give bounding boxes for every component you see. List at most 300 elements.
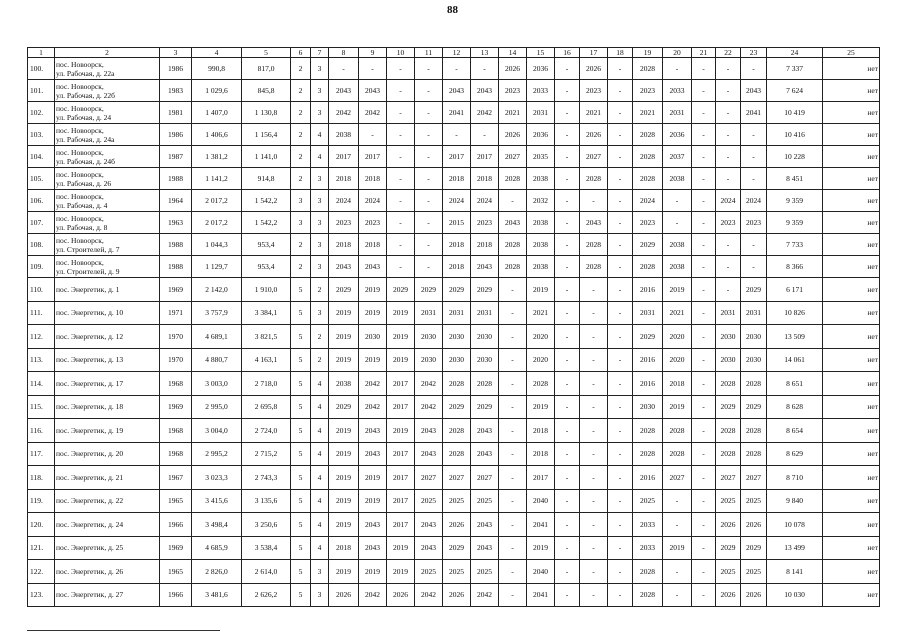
data-cell: 2043 xyxy=(359,442,387,466)
data-cell: - xyxy=(608,489,633,513)
data-cell: 2031 xyxy=(663,102,692,124)
data-cell: - xyxy=(692,301,716,325)
table-row xyxy=(28,489,880,513)
data-cell: - xyxy=(580,190,608,212)
address-cell xyxy=(55,372,160,396)
data-cell: 1986 xyxy=(160,124,192,146)
data-cell: 2038 xyxy=(329,372,359,396)
data-cell: 1969 xyxy=(160,278,192,302)
data-cell: 3 538,4 xyxy=(242,536,291,560)
data-cell: - xyxy=(716,234,741,256)
data-cell: 2041 xyxy=(527,513,555,537)
data-cell: 2029 xyxy=(741,536,767,560)
data-cell: 1968 xyxy=(160,419,192,443)
data-cell: нет xyxy=(823,466,880,490)
column-number: 20 xyxy=(663,48,692,58)
data-cell: - xyxy=(499,466,527,490)
data-cell: - xyxy=(471,124,499,146)
data-cell: 2019 xyxy=(329,489,359,513)
data-cell: 8 141 xyxy=(767,560,823,584)
data-cell: 2038 xyxy=(329,124,359,146)
data-cell: 2030 xyxy=(633,395,663,419)
data-cell: - xyxy=(499,301,527,325)
data-cell: 2020 xyxy=(663,348,692,372)
data-cell: - xyxy=(387,168,415,190)
address-cell xyxy=(55,124,160,146)
data-cell: - xyxy=(692,80,716,102)
data-cell: нет xyxy=(823,560,880,584)
data-cell: 2043 xyxy=(415,419,443,443)
data-cell: 2043 xyxy=(359,256,387,278)
data-cell: 2018 xyxy=(527,442,555,466)
address-line: пос. Новоорск, xyxy=(56,213,104,223)
address-cell xyxy=(55,212,160,234)
row-number: 116. xyxy=(28,419,55,443)
data-cell: 2 017,2 xyxy=(192,190,242,212)
address-cell xyxy=(55,168,160,190)
data-cell: - xyxy=(608,348,633,372)
address-line: пос. Новоорск, xyxy=(56,257,104,267)
data-cell: 2026 xyxy=(741,513,767,537)
data-cell: - xyxy=(608,58,633,80)
column-number: 14 xyxy=(499,48,527,58)
data-cell: 2017 xyxy=(387,513,415,537)
data-cell: - xyxy=(580,560,608,584)
data-cell: 2038 xyxy=(527,256,555,278)
data-cell: 2019 xyxy=(387,301,415,325)
data-cell: - xyxy=(415,124,443,146)
data-cell: 2025 xyxy=(443,560,471,584)
column-number: 12 xyxy=(443,48,471,58)
data-cell: 2030 xyxy=(741,348,767,372)
address-line: пос. Энергетик, д. 24 xyxy=(56,519,124,529)
data-cell: - xyxy=(499,348,527,372)
data-cell: - xyxy=(387,212,415,234)
data-cell: 2 xyxy=(291,102,311,124)
data-cell: - xyxy=(716,256,741,278)
data-cell: - xyxy=(555,102,580,124)
address-cell xyxy=(55,560,160,584)
data-cell: - xyxy=(555,58,580,80)
data-cell: 1967 xyxy=(160,466,192,490)
data-cell: 3 250,6 xyxy=(242,513,291,537)
data-cell: 2018 xyxy=(471,168,499,190)
data-cell: - xyxy=(555,536,580,560)
data-cell: 2037 xyxy=(663,146,692,168)
data-cell: 3 xyxy=(311,560,329,584)
data-cell: - xyxy=(692,58,716,80)
data-cell: 2023 xyxy=(329,212,359,234)
data-cell: 2 142,0 xyxy=(192,278,242,302)
data-cell: 2043 xyxy=(415,536,443,560)
data-cell: 2043 xyxy=(471,419,499,443)
data-cell: 2026 xyxy=(329,583,359,607)
data-cell: - xyxy=(443,58,471,80)
data-cell: - xyxy=(580,301,608,325)
data-cell: 2028 xyxy=(633,560,663,584)
data-cell: 2019 xyxy=(329,466,359,490)
data-cell: - xyxy=(580,372,608,396)
data-cell: - xyxy=(555,348,580,372)
data-cell: 2029 xyxy=(471,278,499,302)
address-cell xyxy=(55,102,160,124)
data-cell: 2028 xyxy=(527,372,555,396)
data-cell: - xyxy=(608,419,633,443)
table-row xyxy=(28,536,880,560)
data-cell: 2021 xyxy=(527,301,555,325)
data-cell: 2017 xyxy=(387,395,415,419)
data-cell: 3 xyxy=(291,190,311,212)
data-cell: 2029 xyxy=(471,395,499,419)
data-cell: - xyxy=(716,278,741,302)
table-row xyxy=(28,513,880,537)
data-cell: - xyxy=(741,58,767,80)
data-cell: 2019 xyxy=(663,278,692,302)
data-cell: - xyxy=(499,442,527,466)
data-cell: 5 xyxy=(291,513,311,537)
data-cell: - xyxy=(499,278,527,302)
address-line: пос. Энергетик, д. 13 xyxy=(56,355,124,365)
data-cell: 2028 xyxy=(663,419,692,443)
data-cell: нет xyxy=(823,395,880,419)
data-cell: - xyxy=(663,583,692,607)
data-cell: 2028 xyxy=(499,234,527,256)
data-cell: 2019 xyxy=(359,489,387,513)
data-cell: нет xyxy=(823,168,880,190)
data-cell: 2018 xyxy=(359,234,387,256)
data-cell: 2017 xyxy=(329,146,359,168)
footnote-separator xyxy=(27,630,220,631)
data-cell: 2018 xyxy=(359,168,387,190)
data-cell: 2028 xyxy=(443,419,471,443)
data-cell: - xyxy=(415,146,443,168)
table-row xyxy=(28,102,880,124)
data-cell: 2042 xyxy=(471,102,499,124)
data-cell: 1981 xyxy=(160,102,192,124)
data-cell: - xyxy=(415,234,443,256)
data-cell: 4 880,7 xyxy=(192,348,242,372)
data-cell: 1968 xyxy=(160,442,192,466)
table-row xyxy=(28,58,880,80)
data-cell: - xyxy=(741,256,767,278)
data-cell: 2028 xyxy=(633,583,663,607)
data-cell: 2031 xyxy=(415,301,443,325)
data-cell: нет xyxy=(823,256,880,278)
data-cell: - xyxy=(608,395,633,419)
data-cell: 3 xyxy=(311,80,329,102)
data-cell: 2019 xyxy=(329,301,359,325)
data-cell: 2031 xyxy=(471,301,499,325)
data-cell: 2030 xyxy=(415,348,443,372)
data-cell: - xyxy=(692,560,716,584)
data-cell: - xyxy=(663,212,692,234)
data-cell: - xyxy=(555,442,580,466)
data-cell: 2029 xyxy=(443,395,471,419)
table-row xyxy=(28,146,880,168)
table-row xyxy=(28,583,880,607)
data-cell: 9 359 xyxy=(767,190,823,212)
table-row xyxy=(28,212,880,234)
data-cell: 2 xyxy=(291,58,311,80)
data-cell: 2024 xyxy=(741,190,767,212)
data-cell: 2030 xyxy=(443,348,471,372)
data-cell: - xyxy=(555,146,580,168)
data-cell: - xyxy=(555,325,580,349)
data-cell: - xyxy=(608,168,633,190)
data-cell: 2025 xyxy=(716,489,741,513)
data-cell: 5 xyxy=(291,395,311,419)
data-cell: 1966 xyxy=(160,513,192,537)
data-cell: 2016 xyxy=(633,348,663,372)
data-cell: 6 171 xyxy=(767,278,823,302)
data-cell: 2017 xyxy=(387,372,415,396)
data-cell: 2021 xyxy=(663,301,692,325)
page-number: 88 xyxy=(447,4,458,16)
data-cell: - xyxy=(692,536,716,560)
data-cell: 2043 xyxy=(471,513,499,537)
table-row xyxy=(28,442,880,466)
data-cell: нет xyxy=(823,146,880,168)
data-cell: 2025 xyxy=(415,489,443,513)
data-cell: 2033 xyxy=(663,80,692,102)
data-cell: 8 654 xyxy=(767,419,823,443)
data-cell: 1 044,3 xyxy=(192,234,242,256)
data-cell: - xyxy=(555,80,580,102)
data-cell: 10 228 xyxy=(767,146,823,168)
data-cell: 914,8 xyxy=(242,168,291,190)
table-row xyxy=(28,124,880,146)
data-cell: 2030 xyxy=(415,325,443,349)
data-cell: - xyxy=(608,372,633,396)
data-cell: - xyxy=(555,419,580,443)
data-cell: 2043 xyxy=(471,442,499,466)
data-cell: 2017 xyxy=(443,146,471,168)
data-cell: 2043 xyxy=(329,256,359,278)
data-cell: 953,4 xyxy=(242,256,291,278)
data-cell: 2 xyxy=(291,146,311,168)
address-line: ул. Рабочая, д. 4 xyxy=(56,200,108,210)
data-cell: 817,0 xyxy=(242,58,291,80)
data-cell: 13 499 xyxy=(767,536,823,560)
data-cell: нет xyxy=(823,513,880,537)
data-cell: 2019 xyxy=(359,348,387,372)
data-cell: 2018 xyxy=(527,419,555,443)
row-number: 122. xyxy=(28,560,55,584)
data-cell: 2031 xyxy=(443,301,471,325)
data-cell: - xyxy=(580,536,608,560)
column-number: 5 xyxy=(242,48,291,58)
data-cell: 2 xyxy=(291,124,311,146)
data-cell: 2 xyxy=(291,256,311,278)
data-cell: 2028 xyxy=(633,146,663,168)
row-number: 107. xyxy=(28,212,55,234)
data-cell: 8 366 xyxy=(767,256,823,278)
address-cell xyxy=(55,58,160,80)
table-row xyxy=(28,325,880,349)
data-cell: 2 xyxy=(311,278,329,302)
data-cell: 2028 xyxy=(499,256,527,278)
data-cell: - xyxy=(692,146,716,168)
data-cell: 2038 xyxy=(527,168,555,190)
data-cell: - xyxy=(692,372,716,396)
address-line: ул. Рабочая, д. 22б xyxy=(56,90,115,100)
data-cell: 2031 xyxy=(527,102,555,124)
data-cell: - xyxy=(555,278,580,302)
data-cell: 2019 xyxy=(359,301,387,325)
data-cell: - xyxy=(716,80,741,102)
data-cell: нет xyxy=(823,80,880,102)
data-cell: нет xyxy=(823,442,880,466)
address-cell xyxy=(55,301,160,325)
data-cell: 1968 xyxy=(160,372,192,396)
address-line: ул. Рабочая, д. 8 xyxy=(56,222,108,232)
data-cell: - xyxy=(555,190,580,212)
data-cell: 5 xyxy=(291,372,311,396)
data-cell: 2019 xyxy=(527,278,555,302)
row-number: 114. xyxy=(28,372,55,396)
data-cell: 4 xyxy=(311,536,329,560)
column-number: 9 xyxy=(359,48,387,58)
data-cell: 4 xyxy=(311,419,329,443)
data-cell: 2019 xyxy=(329,325,359,349)
data-cell: - xyxy=(443,124,471,146)
data-cell: 2043 xyxy=(359,536,387,560)
address-cell xyxy=(55,256,160,278)
address-line: пос. Энергетик, д. 19 xyxy=(56,425,124,435)
data-cell: 2017 xyxy=(359,146,387,168)
data-cell: 2038 xyxy=(663,256,692,278)
table-row xyxy=(28,466,880,490)
address-cell xyxy=(55,80,160,102)
data-cell: 2030 xyxy=(359,325,387,349)
data-cell: 2040 xyxy=(527,560,555,584)
data-cell: - xyxy=(608,102,633,124)
data-cell: нет xyxy=(823,102,880,124)
column-number: 2 xyxy=(55,48,160,58)
data-cell: 1 542,2 xyxy=(242,212,291,234)
data-cell: 1988 xyxy=(160,234,192,256)
data-cell: - xyxy=(415,190,443,212)
data-cell: - xyxy=(608,466,633,490)
data-cell: 5 xyxy=(291,536,311,560)
data-cell: 2027 xyxy=(716,466,741,490)
data-cell: 2 724,0 xyxy=(242,419,291,443)
data-cell: 2020 xyxy=(527,348,555,372)
data-cell: - xyxy=(555,256,580,278)
address-line: ул. Рабочая, д. 24а xyxy=(56,134,115,144)
data-cell: 2028 xyxy=(663,442,692,466)
data-cell: 2031 xyxy=(716,301,741,325)
table-row xyxy=(28,168,880,190)
data-cell: 2 626,2 xyxy=(242,583,291,607)
data-cell: - xyxy=(555,212,580,234)
table-row xyxy=(28,190,880,212)
data-cell: 1988 xyxy=(160,256,192,278)
data-cell: 8 628 xyxy=(767,395,823,419)
data-cell: 2019 xyxy=(329,419,359,443)
address-line: пос. Новоорск, xyxy=(56,235,104,245)
data-cell: 2025 xyxy=(716,560,741,584)
data-cell: 2043 xyxy=(471,536,499,560)
address-line: пос. Энергетик, д. 17 xyxy=(56,378,124,388)
data-cell: - xyxy=(387,256,415,278)
data-cell: - xyxy=(555,560,580,584)
table-row xyxy=(28,419,880,443)
data-cell: 5 xyxy=(291,560,311,584)
data-cell: 2016 xyxy=(633,466,663,490)
data-cell: 2043 xyxy=(443,80,471,102)
data-cell: 2017 xyxy=(387,442,415,466)
data-cell: - xyxy=(359,124,387,146)
data-cell: 2016 xyxy=(633,278,663,302)
data-cell: 2024 xyxy=(359,190,387,212)
column-number: 23 xyxy=(741,48,767,58)
data-cell: 1 129,7 xyxy=(192,256,242,278)
data-cell: - xyxy=(692,348,716,372)
data-cell: - xyxy=(387,80,415,102)
data-cell: 2028 xyxy=(633,58,663,80)
data-cell: - xyxy=(741,146,767,168)
data-cell: 9 359 xyxy=(767,212,823,234)
data-cell: 1988 xyxy=(160,168,192,190)
address-line: ул. Строителей, д. 7 xyxy=(56,244,120,254)
data-cell: 2043 xyxy=(741,80,767,102)
data-cell: 2023 xyxy=(741,212,767,234)
data-cell: 2027 xyxy=(580,146,608,168)
data-cell: - xyxy=(663,58,692,80)
data-cell: 2029 xyxy=(741,395,767,419)
data-cell: - xyxy=(580,348,608,372)
data-cell: - xyxy=(580,583,608,607)
data-cell: 2026 xyxy=(443,583,471,607)
row-number: 113. xyxy=(28,348,55,372)
data-cell: 2028 xyxy=(443,442,471,466)
data-cell: 5 xyxy=(291,419,311,443)
data-cell: - xyxy=(663,513,692,537)
data-cell: 2024 xyxy=(471,190,499,212)
data-cell: 3 xyxy=(311,58,329,80)
data-cell: 5 xyxy=(291,301,311,325)
data-cell: - xyxy=(608,560,633,584)
data-cell: 2030 xyxy=(716,325,741,349)
data-cell: 3 135,6 xyxy=(242,489,291,513)
address-line: пос. Энергетик, д. 18 xyxy=(56,402,124,412)
data-cell: - xyxy=(555,466,580,490)
data-cell: - xyxy=(608,301,633,325)
data-cell: 2027 xyxy=(471,466,499,490)
data-cell: - xyxy=(471,58,499,80)
data-cell: 2043 xyxy=(415,442,443,466)
data-cell: 2036 xyxy=(527,124,555,146)
column-number: 10 xyxy=(387,48,415,58)
data-cell: - xyxy=(387,146,415,168)
data-cell: нет xyxy=(823,583,880,607)
data-cell: 2027 xyxy=(499,146,527,168)
data-cell: 1 029,6 xyxy=(192,80,242,102)
row-number: 104. xyxy=(28,146,55,168)
data-cell: - xyxy=(741,234,767,256)
row-number: 120. xyxy=(28,513,55,537)
address-cell xyxy=(55,513,160,537)
data-cell: - xyxy=(387,58,415,80)
data-cell: 2029 xyxy=(716,536,741,560)
housing-register-table xyxy=(27,47,880,607)
data-cell: - xyxy=(555,372,580,396)
address-cell xyxy=(55,489,160,513)
data-cell: 2026 xyxy=(499,58,527,80)
data-cell: - xyxy=(663,560,692,584)
data-cell: - xyxy=(716,58,741,80)
